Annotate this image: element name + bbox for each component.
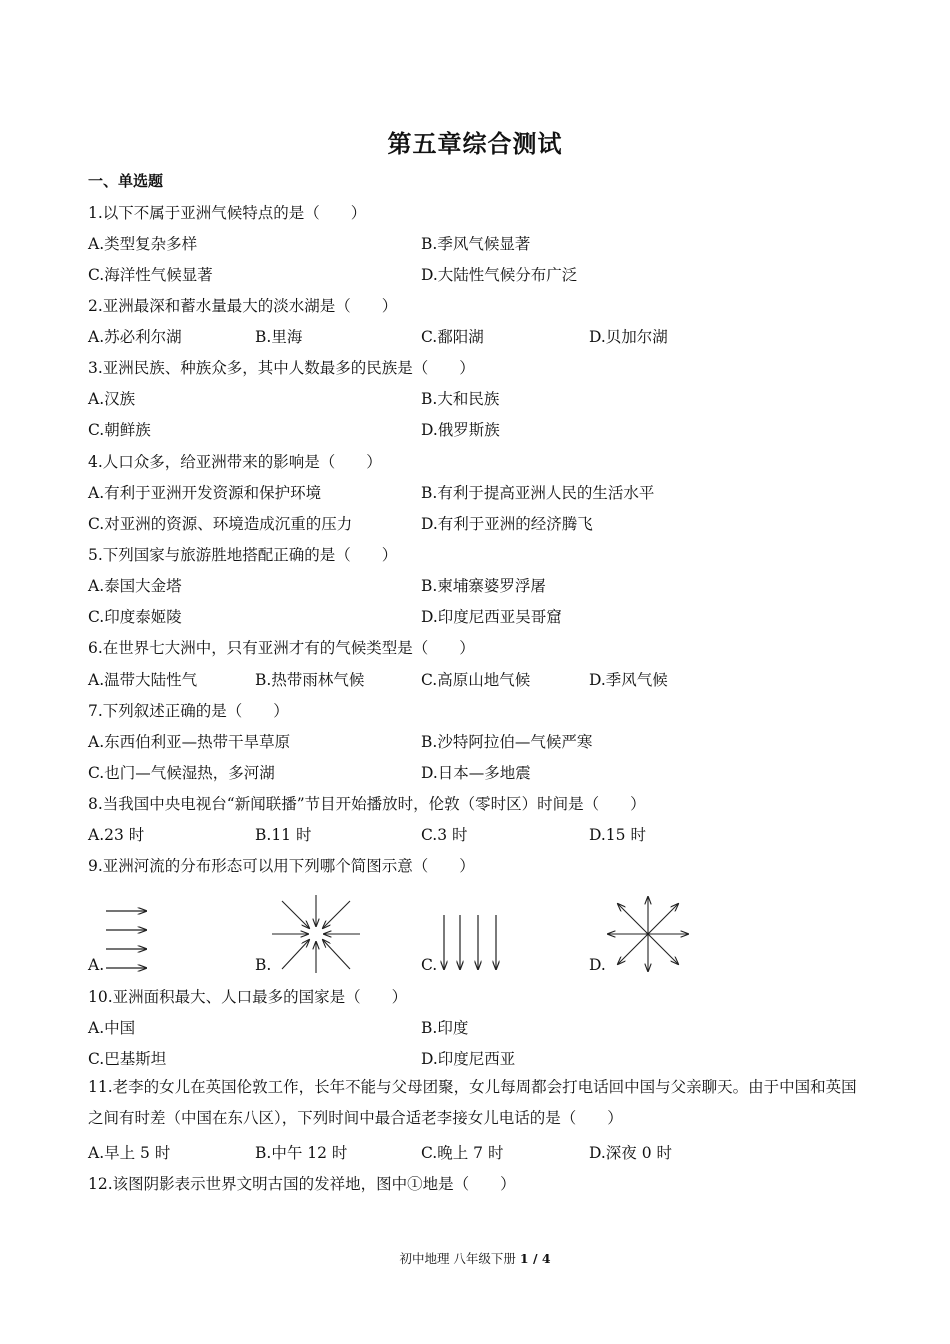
question-2-option-c[interactable]: C.鄱阳湖 [421,328,484,346]
question-8-stem: 8.当我国中央电视台“新闻联播”节目开始播放时，伦敦（零时区）时间是（ ） [88,795,646,813]
question-10-stem: 10.亚洲面积最大、人口最多的国家是（ ） [88,988,408,1006]
question-10-option-c[interactable]: C.巴基斯坦 [88,1050,167,1068]
question-2-stem: 2.亚洲最深和蓄水量最大的淡水湖是（ ） [88,297,398,315]
question-6-stem: 6.在世界七大洲中，只有亚洲才有的气候类型是（ ） [88,639,475,657]
question-8-option-b[interactable]: B.11 时 [255,826,312,844]
page-footer [0,1249,950,1267]
page-title: 第五章综合测试 [387,129,563,158]
question-4-option-c[interactable]: C.对亚洲的资源、环境造成沉重的压力 [88,515,353,533]
question-9-stem: 9.亚洲河流的分布形态可以用下列哪个简图示意（ ） [88,857,475,875]
question-4-option-b[interactable]: B.有利于提高亚洲人民的生活水平 [421,484,655,502]
question-4-option-a[interactable]: A.有利于亚洲开发资源和保护环境 [88,484,322,502]
question-5-stem: 5.下列国家与旅游胜地搭配正确的是（ ） [88,546,398,564]
question-7-option-b[interactable]: B.沙特阿拉伯—气候严寒 [421,733,593,751]
question-6-option-b[interactable]: B.热带雨林气候 [255,671,365,689]
question-10-option-d[interactable]: D.印度尼西亚 [421,1050,516,1068]
question-5-option-d[interactable]: D.印度尼西亚吴哥窟 [421,608,562,626]
question-2-option-a[interactable]: A.苏必利尔湖 [88,328,182,346]
question-1-option-d[interactable]: D.大陆性气候分布广泛 [421,266,578,284]
question-12-stem: 12.该图阴影表示世界文明古国的发祥地，图中①地是（ ） [88,1175,516,1193]
question-9-option-d[interactable]: D. [589,956,606,974]
question-9-option-a[interactable]: A. [88,956,105,974]
question-3-stem: 3.亚洲民族、种族众多，其中人数最多的民族是（ ） [88,359,475,377]
question-11-option-a[interactable]: A.早上 5 时 [88,1144,171,1162]
question-11-option-d[interactable]: D.深夜 0 时 [589,1144,673,1162]
question-9-option-c[interactable]: C. [421,956,438,974]
question-2-option-d[interactable]: D.贝加尔湖 [589,328,668,346]
question-3-option-c[interactable]: C.朝鲜族 [88,421,151,439]
question-10-option-a[interactable]: A.中国 [88,1019,136,1037]
question-4-option-d[interactable]: D.有利于亚洲的经济腾飞 [421,515,593,533]
radiating-arrows-diagram [604,893,692,975]
question-6-option-a[interactable]: A.温带大陆性气 [88,671,198,689]
question-7-option-c[interactable]: C.也门—气候湿热，多河湖 [88,764,275,782]
question-11-stem: 11.老李的女儿在英国伦敦工作，长年不能与父母团聚，女儿每周都会打电话回中国与父亲聊天。由于中国和英国之间有时差（中国在东八区），下列时间中最合适老李接女儿电话的是（ ） [88,1078,857,1127]
question-1-stem: 1.以下不属于亚洲气候特点的是（ ） [88,204,367,222]
question-4-stem: 4.人口众多，给亚洲带来的影响是（ ） [88,453,382,471]
question-7-option-d[interactable]: D.日本—多地震 [421,764,531,782]
question-10-option-b[interactable]: B.印度 [421,1019,469,1037]
question-5-option-a[interactable]: A.泰国大金塔 [88,577,182,595]
question-3-option-d[interactable]: D.俄罗斯族 [421,421,500,439]
question-11-option-c[interactable]: C.晚上 7 时 [421,1144,504,1162]
question-1-option-b[interactable]: B.季风气候显著 [421,235,531,253]
page-number: 1 / 4 [519,1251,551,1266]
question-5-option-c[interactable]: C.印度泰姬陵 [88,608,182,626]
parallel-arrows-down-diagram [438,913,504,973]
question-1-option-c[interactable]: C.海洋性气候显著 [88,266,213,284]
question-3-option-a[interactable]: A.汉族 [88,390,136,408]
question-6-option-c[interactable]: C.高原山地气候 [421,671,531,689]
footer-text: 初中地理 八年级下册 [399,1251,520,1266]
question-7-option-a[interactable]: A.东西伯利亚—热带干旱草原 [88,733,291,751]
section-heading: 一、单选题 [88,172,164,190]
question-9-option-b[interactable]: B. [255,956,272,974]
parallel-arrows-right-diagram [102,900,150,974]
question-3-option-b[interactable]: B.大和民族 [421,390,500,408]
question-8-option-d[interactable]: D.15 时 [589,826,646,844]
question-1-option-a[interactable]: A.类型复杂多样 [88,235,198,253]
question-8-option-a[interactable]: A.23 时 [88,826,145,844]
question-6-option-d[interactable]: D.季风气候 [589,671,668,689]
question-7-stem: 7.下列叙述正确的是（ ） [88,702,289,720]
question-5-option-b[interactable]: B.柬埔寨婆罗浮屠 [421,577,546,595]
question-11-option-b[interactable]: B.中午 12 时 [255,1144,348,1162]
question-8-option-c[interactable]: C.3 时 [421,826,468,844]
question-2-option-b[interactable]: B.里海 [255,328,303,346]
converging-arrows-diagram [270,893,362,975]
